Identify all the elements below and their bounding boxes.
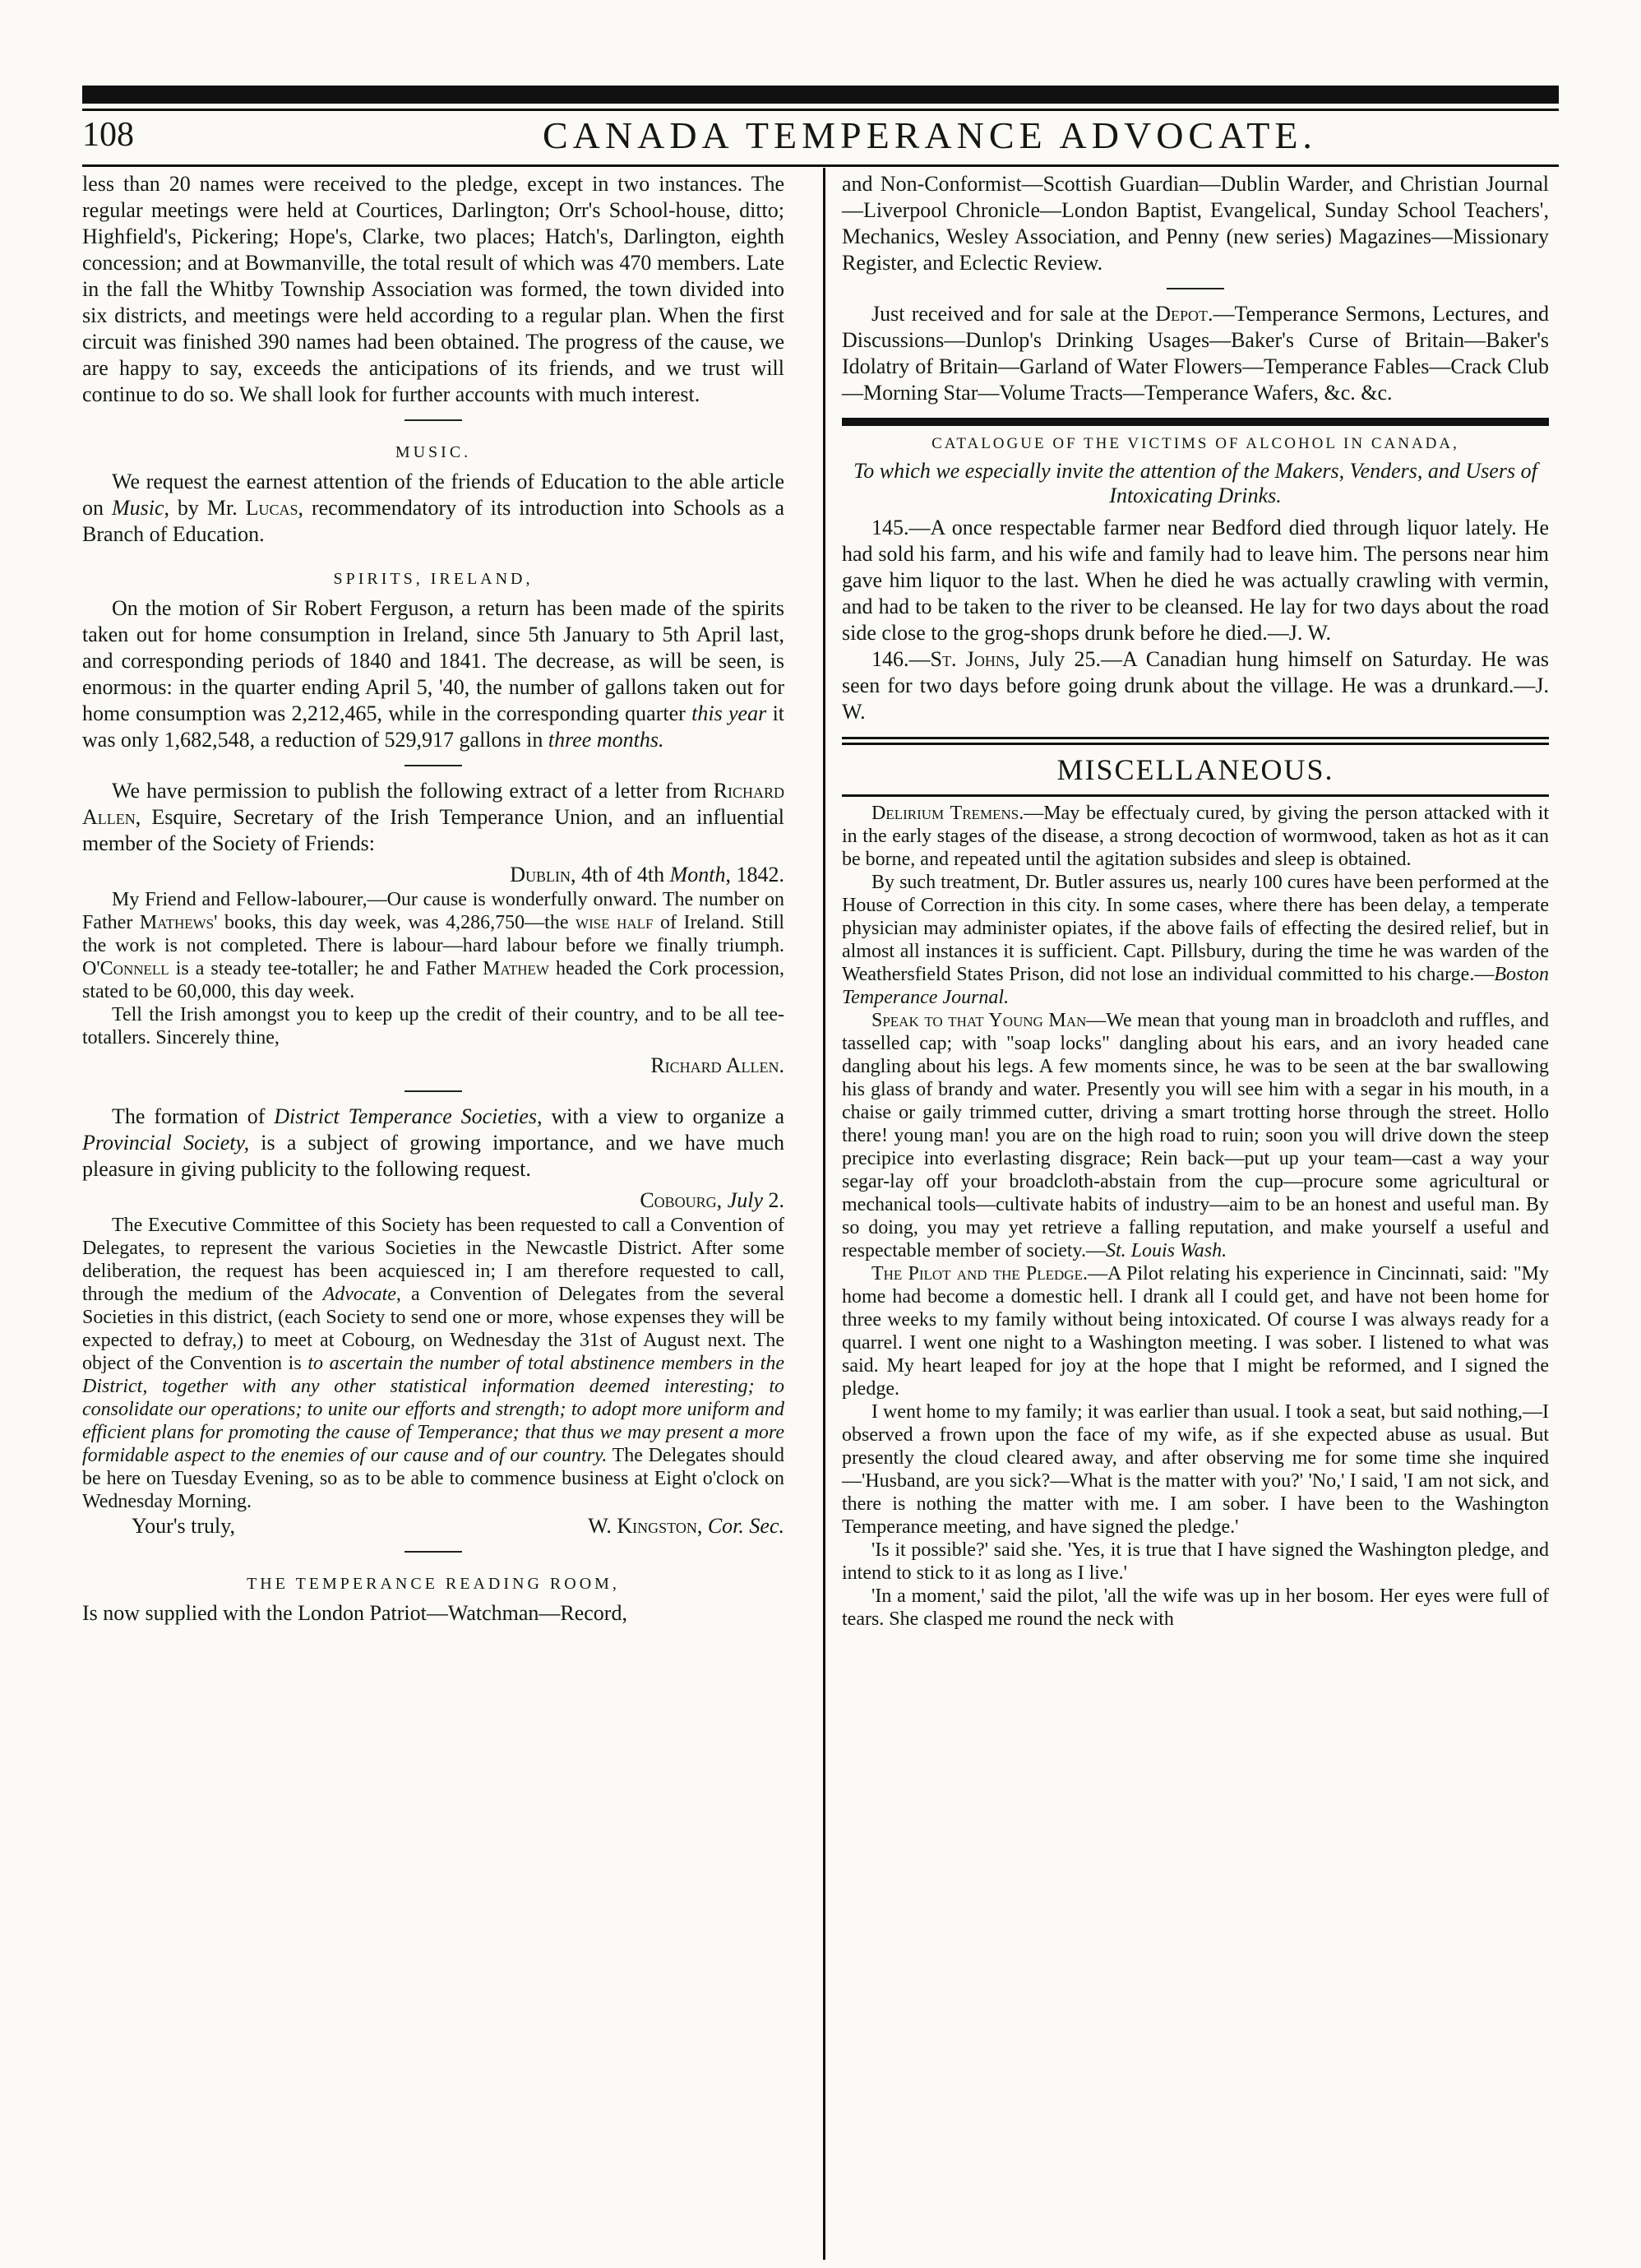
music-heading: MUSIC. (395, 443, 472, 461)
depot-paragraph: Just received and for sale at the Depot.—Temperance Sermons, Lectures, and Discussions—Dunlop's Drinking Usages—Baker's Curse of Britain—Baker's Idolatry of Britain—Garland of Water Flowers—Temperance Fables—Crack Club—Morning Star—Volume Tracts—Temperance Wafers, &c. &c. (842, 302, 1549, 405)
young-man-paragraph: Speak to that Young Man—We mean that young man in broadcloth and ruffles, and tasselled cap; with "soap locks" dangling about his ears, and an ivory headed cane dangling about his legs. A few moments since, he was to be seen at the bar swallowing his glass of brandy and water. Presently you will see him with a segar in his mouth, in a chaise or gaily trimmed cutter, driving a smart trotting horse through the street. Hollo there! young man! you are on the high road to ruin; soon you will drive down the steep precipice into everlasting disgrace; Rein back—put up your team—cast a way your segar-lay off your broadcloth-abstain from the cup—procure some agricultural or mechanical tools—cultivate habits of industry—aim to be an honest and useful man. By so doing, you may yet retrieve a falling reputation, and make yourself a useful and respectable member of society.—St. Louis Wash. (842, 1010, 1549, 1261)
header-bottom-rule (82, 164, 1559, 167)
catalogue-heading: CATALOGUE OF THE VICTIMS OF ALCOHOL IN CANADA, (931, 435, 1459, 452)
pilot-pledge-paragraph: The Pilot and the Pledge.—A Pilot relating his experience in Cincinnati, said: "My home had become a domestic hell. I drank all I could get, and have not been home for three weeks to my family without being intoxicated. Of course I was always ready for a quarrel. I went one night to a Washington meeting. I was sober. I listened to what was said. My heart leaped for joy at the hope that I might be reformed, and I signed the pledge. (842, 1263, 1549, 1400)
newspapers-list-paragraph: and Non-Conformist—Scottish Guardian—Dublin Warder, and Christian Journal—Liverpool Chronicle—London Baptist, Evangelical, Sunday School Teachers', Mechanics, Wesley Association, and Penny (new series) Magazines—Missionary Register, and Eclectic Review. (842, 172, 1549, 275)
running-title: CANADA TEMPERANCE ADVOCATE. (543, 114, 1317, 156)
allen-intro-paragraph: We have permission to publish the following extract of a letter from Richard Allen, Esquire, Secretary of the Irish Temperance Union, and an influential member of the Society of Friends: (82, 779, 784, 855)
left-column (82, 171, 784, 1627)
separator-rule (1167, 288, 1224, 289)
cobourg-dateline: Cobourg, July 2. (640, 1188, 784, 1212)
separator-rule (404, 419, 462, 421)
page-number: 108 (82, 116, 134, 154)
pilot-paragraph-4: 'In a moment,' said the pilot, 'all the wife was up in her bosom. Her eyes were full of tears. She clasped me round the neck with (842, 1585, 1549, 1630)
reading-room-heading: THE TEMPERANCE READING ROOM, (247, 1575, 620, 1593)
section-rule (842, 794, 1549, 797)
cobourg-convention-paragraph: The Executive Committee of this Society has been requested to call a Convention of Delegates, to represent the various Societies in the Newcastle District. After some deliberation, the request has been acquiesced in; I am therefore requested to call, through the medium of the Advocate, a Convention of Delegates from the several Societies in this district, (each Society to send one or more, whose expenses they will be expected to defray,) to meet at Cobourg, on Wednesday the 31st of August next. The object of the Convention is to ascertain the number of total abstinence members in the District, together with any other statistical information deemed interesting; to consolidate our operations; to unite our efforts and strength; to adopt more uniform and efficient plans for promoting the cause of Temperance; that thus we may present a more formidable aspect to the enemies of our cause and of our country. The Delegates should be here on Tuesday Evening, so as to be able to commence business at Eight o'clock on Wednesday Morning. (82, 1215, 785, 1512)
pilot-paragraph-3: 'Is it possible?' said she. 'Yes, it is true that I have signed the Washington pledge, and intend to stick to it as long as I live.' (842, 1539, 1549, 1584)
district-societies-paragraph: The formation of District Temperance Societies, with a view to organize a Provincial Society, is a subject of growing importance, and we have much pleasure in giving publicity to the following request. (82, 1104, 784, 1181)
separator-rule (404, 765, 462, 766)
whitby-report-paragraph: less than 20 names were received to the pledge, except in two instances. The regular meetings were held at Courtices, Darlington; Orr's School-house, ditto; Highfield's, Pickering; Hope's, Clarke, two places; Hatch's, Darlington, eighth concession; and at Bowmanville, the total result of which was 470 members. Late in the fall the Whitby Township Association was formed, the town divided into six districts, and meetings were held according to a regular plan. When the first circuit was finished 390 names had been obtained. The progress of the cause, we are happy to say, exceeds the anticipations of its friends, and we trust will continue to do so. We shall look for further accounts with much interest. (82, 172, 784, 406)
section-thick-rule (842, 418, 1549, 426)
kingston-signature-row: Your's truly, W. Kingston, Cor. Sec. (132, 1514, 784, 1538)
delirium-tremens-paragraph: Delirium Tremens.—May be effectualy cured, by giving the person attacked with it in the early stages of the disease, a strong decoction of wormwood, taken as hot as it can be borne, and repeated until the agitation subsides and sleep is obtained. (842, 803, 1549, 870)
right-column (842, 171, 1549, 1631)
catalogue-subheading: To which we especially invite the attention of the Makers, Venders, and Users of Intoxicating Drinks. (853, 459, 1537, 507)
pilot-paragraph-2: I went home to my family; it was earlier than usual. I took a seat, but said nothing,—I observed a frown upon the face of my wife, as if she expected abuse as usual. But presently the cloud cleared away, and after observing me for some time she inquired—'Husband, are you sick?—What is the matter with you?' 'No,' I said, 'I am not sick, and there is nothing the matter with me. I am sober. I have been to the Washington Temperance meeting, and have signed the pledge.' (842, 1401, 1549, 1538)
victim-145-paragraph: 145.—A once respectable farmer near Bedford died through liquor lately. He had sold his farm, and his wife and family had to leave him. The persons near him gave him liquor to the last. When he died he was actually crawling with vermin, and had to be taken to the river to be cleansed. He lay for two days about the road side close to the grog-shops drunk before he died.—J. W. (842, 516, 1549, 645)
allen-letter-dateline: Dublin, 4th of 4th Month, 1842. (510, 863, 784, 886)
section-double-rule (842, 737, 1549, 739)
spirits-paragraph: On the motion of Sir Robert Ferguson, a return has been made of the spirits taken out for home consumption in Ireland, since 5th January to 5th April last, and corresponding periods of 1840 and 1841. The decrease, as will be seen, is enormous: in the quarter ending April 5, '40, the number of gallons taken out for home consumption was 2,212,465, while in the corresponding quarter this year it was only 1,682,548, a reduction of 529,917 gallons in three months. (82, 596, 785, 752)
butler-treatment-paragraph: By such treatment, Dr. Butler assures us, nearly 100 cures have been performed at the House of Correction in this city. In some cases, where there has been delay, a temperate physician may administer opiates, if the above fails of effecting the desired relief, but in almost all instances it is sufficient. Capt. Pillsbury, during the time he was warden of the Weathersfield States Prison, did not lose an individual committed to his charge.—Boston Temperance Journal. (842, 872, 1549, 1008)
spirits-ireland-heading: SPIRITS, IRELAND, (333, 570, 534, 588)
music-paragraph: We request the earnest attention of the friends of Education to the able article on Music, by Mr. Lucas, recommendatory of its introduction into Schools as a Branch of Education. (82, 470, 784, 546)
miscellaneous-heading: MISCELLANEOUS. (1056, 753, 1334, 786)
victim-146-paragraph: 146.—St. Johns, July 25.—A Canadian hung himself on Saturday. He was seen for two days before going drunk about the village. He was a drunkard.—J. W. (842, 647, 1549, 724)
allen-signature: Richard Allen. (650, 1053, 784, 1077)
column-divider (823, 168, 825, 2260)
header-thick-rule (82, 86, 1559, 104)
header-thin-rule (82, 109, 1559, 111)
allen-letter-body: My Friend and Fellow-labourer,—Our cause is wonderfully onward. The number on Father Mathews' books, this day week, was 4,286,750—the wise half of Ireland. Still the work is not completed. There is labour—hard labour before we finally triumph. O'Connell is a steady tee-totaller; he and Father Mathew headed the Cork procession, stated to be 60,000, this day week. (82, 889, 785, 1002)
allen-letter-closing: Tell the Irish amongst you to keep up the credit of their country, and to be all tee-totallers. Sincerely thine, (82, 1004, 784, 1048)
separator-rule (404, 1090, 462, 1092)
separator-rule (404, 1551, 462, 1553)
reading-room-paragraph: Is now supplied with the London Patriot—Watchman—Record, (82, 1601, 627, 1625)
section-double-rule (842, 743, 1549, 745)
